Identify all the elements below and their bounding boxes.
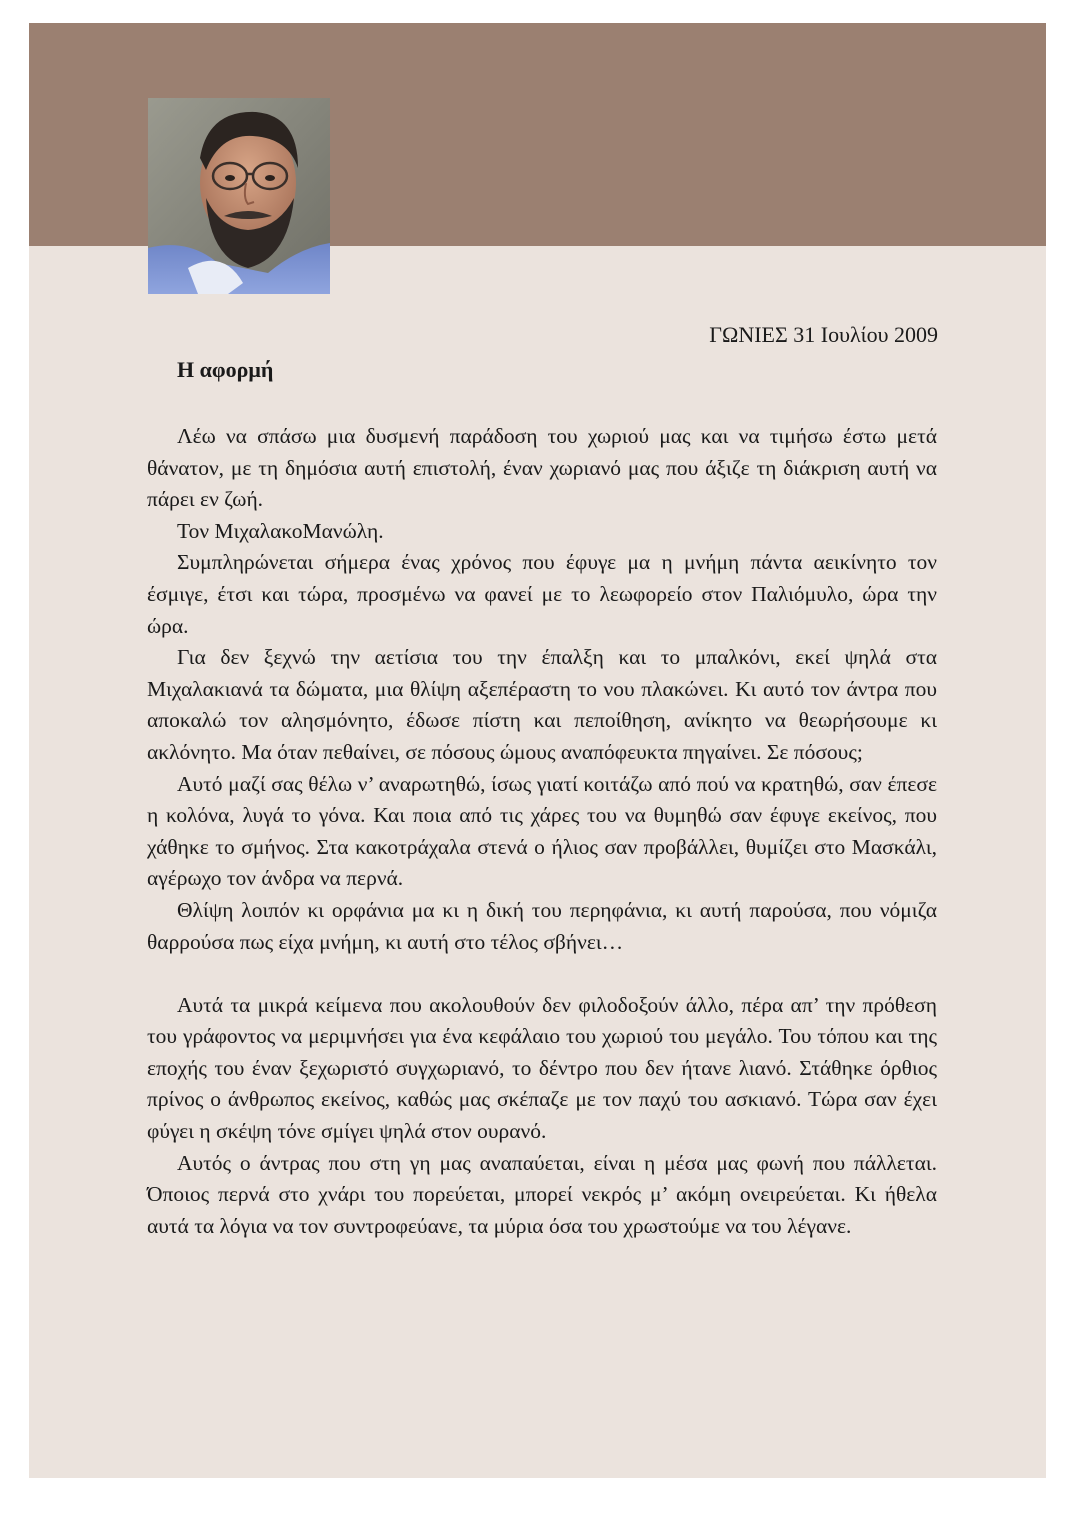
paragraph: Συμπληρώνεται σήμερα ένας χρόνος που έφυγε μα η μνήμη πάντα αεικίνητο τον έσμιγε, έτσι και τώρα, προσμένω να φανεί με το λεωφορείο στον Παλιόμυλο, ώρα την ώρα. bbox=[147, 550, 937, 638]
article-body bbox=[147, 421, 937, 1242]
paragraph: Λέω να σπάσω μια δυσμενή παράδοση του χωριού μας και να τιμήσω έστω μετά θάνατον, με τη δημόσια αυτή επιστολή, έναν χωριανό μας που άξιζε τη διάκριση αυτή να πάρει εν ζωή. bbox=[147, 424, 937, 512]
paragraph: Αυτός ο άντρας που στη γη μας αναπαύεται, είναι η μέσα μας φωνή που πάλλεται. Όποιος περνά στο χνάρι του πορεύεται, μπορεί νεκρός μ’ ακόμη ονειρεύεται. Κι ήθελα αυτά τα λόγια να τον συντροφεύανε, τα μύρια όσα του χρωστούμε να του λέγανε. bbox=[147, 1150, 937, 1238]
paragraph: Θλίψη λοιπόν κι ορφάνια μα κι η δική του περηφάνια, κι αυτή παρούσα, που νόμιζα θαρρούσα πως είχα μνήμη, κι αυτή στο τέλος σβήνει… bbox=[147, 897, 937, 954]
article-heading: Η αφορμή bbox=[177, 357, 274, 382]
paragraph: Αυτό μαζί σας θέλω ν’ αναρωτηθώ, ίσως γιατί κοιτάζω από πού να κρατηθώ, σαν έπεσε η κολόνα, λυγά το γόνα. Και ποια από τις χάρες του να θυμηθώ σαν έφυγε εκείνος, που χάθηκε το σμήνος. Στα κακοτράχαλα στενά ο ήλιος σαν προβάλλει, θυμίζει στο Μασκάλι, αγέρωχο τον άνδρα να περνά. bbox=[147, 771, 937, 891]
page bbox=[29, 23, 1046, 1478]
paragraph: Για δεν ξεχνώ την αετίσια του την έπαλξη και το μπαλκόνι, εκεί ψηλά στα Μιχαλακιανά τα δώματα, μια θλίψη αξεπέραστη το νου πλακώνει. Κι αυτό τον άντρα που αποκαλώ τον αλησμόνητο, έδωσε πίστη και πεποίθηση, ανίκητο να θεωρήσουμε κι ακλόνητο. Μα όταν πεθαίνει, σε πόσους ώμους αναπόφευκτα πηγαίνει. Σε πόσους; bbox=[147, 645, 937, 764]
portrait-photo bbox=[148, 98, 330, 294]
paragraph: Τον ΜιχαλακοΜανώλη. bbox=[177, 518, 384, 543]
dateline: ΓΩΝΙΕΣ 31 Ιουλίου 2009 bbox=[709, 322, 938, 347]
paragraph: Αυτά τα μικρά κείμενα που ακολουθούν δεν φιλοδοξούν άλλο, πέρα απ’ την πρόθεση του γράφοντος να μεριμνήσει για ένα κεφάλαιο του χωριού του μεγάλο. Του τόπου και της εποχής του έναν ξεχωριστό συγχωριανό, το δέντρο που δεν ήτανε λιανό. Στάθηκε όρθιος πρίνος ο άνθρωπος εκείνος, καθώς μας σκέπαζε με τον παχύ του ασκιανό. Τώρα σαν έχει φύγει η σκέψη τόνε σμίγει ψηλά στον ουρανό. bbox=[147, 992, 937, 1144]
